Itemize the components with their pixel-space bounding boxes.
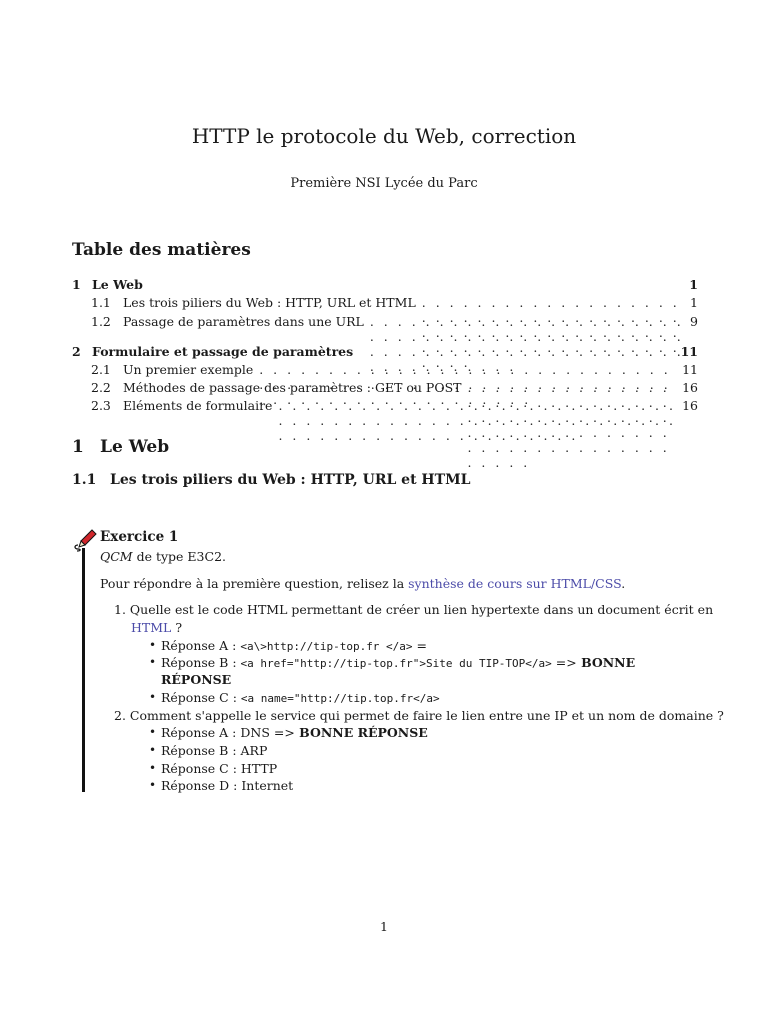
q1-answer-c: Réponse C : <a name="http://tip.top.fr</a> (161, 690, 440, 705)
toc-entry-page: 16 (682, 380, 698, 395)
question-1-cont: HTML ? (131, 620, 183, 635)
html-link[interactable]: HTML (131, 620, 172, 635)
toc-entry-page: 11 (682, 362, 698, 377)
toc-heading: Table des matières (72, 240, 251, 260)
q2-answer-c: Réponse C : HTTP (161, 761, 278, 776)
toc-entry-label: Formulaire et passage de paramètres (92, 344, 354, 359)
toc-entry-page: 11 (680, 344, 698, 359)
bullet: • (149, 761, 157, 775)
q1-answer-a: Réponse A : <a\>http://tip-top.fr </a> = (161, 638, 427, 653)
toc-entry-label: Méthodes de passage des paramètres : GET ou POST (123, 380, 462, 395)
toc-entry-label: Le Web (92, 277, 143, 292)
q2-answer-a: Réponse A : DNS => BONNE RÉPONSE (161, 725, 428, 740)
question-1: 1. Quelle est le code HTML permettant de créer un lien hypertexte dans un document écrit en (114, 602, 714, 617)
toc-entry-1-1[interactable]: 1.1 Les trois piliers du Web : HTTP, URL et HTML . . . 1 (72, 295, 698, 370)
toc-entry-2[interactable]: 2 Formulaire et passage de paramètres 11 (72, 344, 698, 359)
question-2: 2. Comment s'appelle le service qui permet de faire le lien entre une IP et un nom de domaine ? (114, 708, 724, 723)
course-summary-link[interactable]: synthèse de cours sur HTML/CSS (408, 576, 622, 591)
toc-entry-2-3[interactable]: 2.3 Eléments de formulaire . . . 16 (72, 398, 698, 443)
bullet: • (149, 778, 157, 792)
document-title: HTTP le protocole du Web, correction (191, 124, 577, 148)
toc-entry-1[interactable]: 1 Le Web 1 (72, 277, 698, 292)
toc-entry-label: Passage de paramètres dans une URL (123, 314, 364, 329)
bullet: • (149, 638, 157, 652)
toc-entry-2-2[interactable]: 2.2 Méthodes de passage des paramètres : GET ou POST . . . 16 (72, 380, 698, 470)
exercise-margin-bar (82, 548, 85, 792)
toc-entry-1-2[interactable]: 1.2 Passage de paramètres dans une URL . . . 9 (72, 314, 698, 374)
toc-entry-page: 1 (690, 295, 698, 310)
document-subtitle: Première NSI Lycée du Parc (290, 176, 478, 191)
bullet: • (149, 725, 157, 739)
pencil-icon (72, 528, 98, 552)
q2-answer-b: Réponse B : ARP (161, 743, 268, 758)
exercise-title: Exercice 1 (100, 529, 179, 545)
toc-entry-label: Eléments de formulaire (123, 398, 273, 413)
toc-entry-2-1[interactable]: 2.1 Un premier exemple . . . 11 (72, 362, 698, 407)
toc-entry-page: 16 (682, 398, 698, 413)
section-heading: 1 Le Web (72, 437, 170, 457)
bullet: • (149, 655, 157, 669)
toc-entry-page: 1 (689, 277, 698, 292)
bullet: • (149, 690, 157, 704)
toc-leader-dots (278, 398, 676, 443)
q1-answer-b: Réponse B : <a href="http://tip-top.fr">Site du TIP-TOP</a> => BONNE (161, 655, 636, 670)
q1-answer-b-verdict: RÉPONSE (161, 672, 232, 687)
q2-answer-d: Réponse D : Internet (161, 778, 294, 793)
toc-entry-page: 9 (690, 314, 698, 329)
subsection-heading: 1.1 Les trois piliers du Web : HTTP, URL et HTML (72, 472, 471, 488)
page-number: 1 (380, 919, 388, 934)
bullet: • (149, 743, 157, 757)
exercise-instruction: Pour répondre à la première question, relisez la synthèse de cours sur HTML/CSS. (100, 576, 626, 591)
exercise-intro: QCM de type E3C2. (100, 549, 226, 564)
toc-entry-label: Les trois piliers du Web : HTTP, URL et HTML (123, 295, 416, 310)
toc-entry-label: Un premier exemple (123, 362, 254, 377)
